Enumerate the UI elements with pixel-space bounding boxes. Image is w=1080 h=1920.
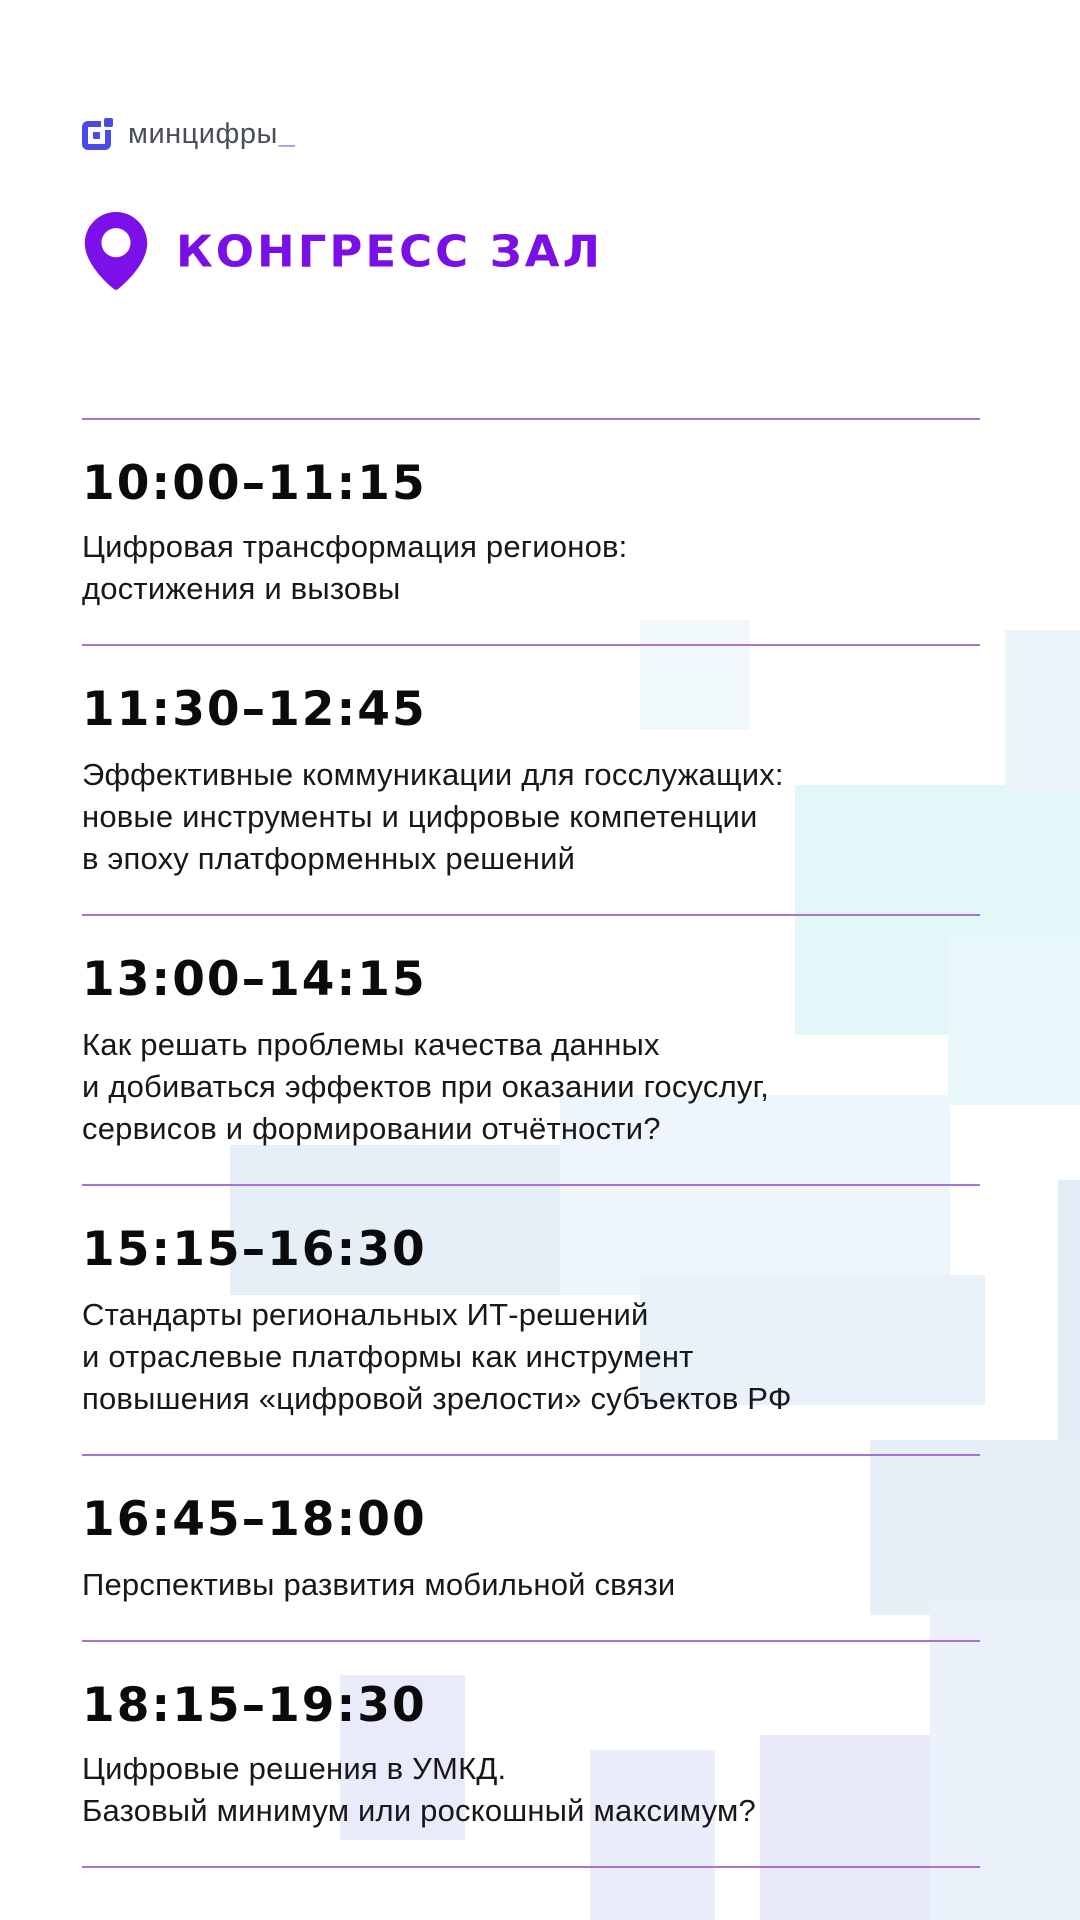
schedule-item [82,1184,980,1454]
logo-wordmark: минцифры [128,117,278,150]
session-title: Цифровые решения в УМКД. Базовый минимум или роскошный максимум? [82,1751,756,1828]
schedule-item [82,914,980,1184]
session-time: 11:30–12:45 [82,682,427,737]
session-time: 13:00–14:15 [82,952,427,1007]
hall-title: КОНГРЕСС ЗАЛ [176,225,603,277]
session-time: 10:00–11:15 [82,456,427,511]
mincifry-logo-text [128,118,295,151]
session-title: Как решать проблемы качества данных и добиваться эффектов при оказании госуслуг, сервисов и формировании отчётности? [82,1027,770,1146]
mincifry-logo [82,116,980,152]
map-pin-icon [84,212,148,290]
session-title: Перспективы развития мобильной связи [82,1567,676,1602]
venue-header [82,208,980,294]
session-time: 15:15–16:30 [82,1222,427,1277]
session-time: 16:45–18:00 [82,1492,427,1547]
session-title: Эффективные коммуникации для госслужащих: новые инструменты и цифровые компетенции в эпоху платформенных решений [82,757,784,876]
session-title: Цифровая трансформация регионов: достижения и вызовы [82,529,628,606]
schedule-list [82,418,980,1868]
schedule-item [82,418,980,644]
schedule-item [82,1640,980,1868]
session-time: 18:15–19:30 [82,1678,427,1733]
schedule-item [82,1454,980,1640]
mincifry-logo-icon [82,118,114,150]
logo-cursor: _ [278,117,295,150]
session-title: Стандарты региональных ИТ-решений и отраслевые платформы как инструмент повышения «цифровой зрелости» субъектов РФ [82,1297,792,1416]
schedule-item [82,644,980,914]
